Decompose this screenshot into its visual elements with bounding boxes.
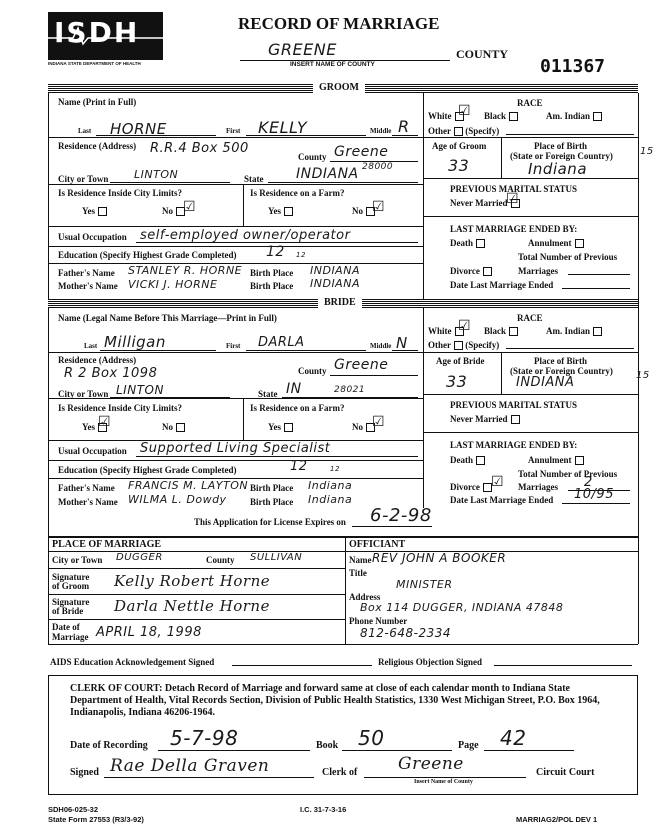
license-expires-value[interactable]: 6-2-98 (370, 505, 432, 526)
sig-bride-label-2: of Bride (52, 606, 84, 616)
groom-prev-status-label: PREVIOUS MARITAL STATUS (450, 184, 578, 194)
groom-ended-divorce[interactable]: Divorce (450, 266, 492, 276)
bride-ended-divorce-check: ☑ (491, 474, 505, 490)
header-county-label: COUNTY (456, 47, 509, 61)
groom-first-label: First (226, 127, 241, 135)
ic-code: I.C. 31-7-3-16 (300, 805, 347, 814)
bride-father[interactable]: FRANCIS M. LAYTON (128, 479, 249, 492)
groom-city-label: City or Town (58, 174, 109, 184)
bride-last-label: Last (84, 342, 98, 350)
bride-city-limits-no[interactable]: No (162, 422, 185, 432)
clerk-signature[interactable]: Rae Della Graven (110, 756, 270, 776)
groom-last-name[interactable]: HORNE (110, 120, 167, 138)
bride-city-limits-question: Is Residence Inside City Limits? (58, 403, 183, 413)
bride-father-birth-label: Birth Place (250, 483, 294, 493)
place-city-label: City or Town (52, 555, 103, 565)
clerk-of-label: Clerk of (322, 767, 358, 778)
bride-marriages-count[interactable]: 2 (584, 475, 593, 490)
bride-farm-question: Is Residence on a Farm? (250, 403, 345, 413)
groom-section-title: GROOM (313, 82, 365, 93)
officiant-phone-label: Phone Number (349, 616, 408, 626)
groom-band (48, 84, 638, 93)
officiant-name[interactable]: REV JOHN A BOOKER (372, 551, 507, 565)
place-heading: PLACE OF MARRIAGE (52, 539, 162, 550)
bride-occupation[interactable]: Supported Living Specialist (140, 441, 331, 456)
bride-first-label: First (226, 342, 241, 350)
bride-city-limits-yes[interactable]: Yes (82, 422, 107, 432)
officiant-name-label: Name (349, 555, 372, 565)
groom-race-other[interactable]: Other (Specify) (428, 126, 500, 136)
bride-zip: 28021 (334, 385, 366, 395)
header-county-value[interactable]: GREENE (268, 40, 337, 59)
officiant-address-label: Address (349, 592, 381, 602)
bride-prev-status-label: PREVIOUS MARITAL STATUS (450, 400, 578, 410)
marriage-date-label-1: Date of (52, 622, 80, 632)
bride-band (48, 299, 638, 308)
bride-mother-birth[interactable]: Indiana (308, 493, 353, 506)
footer-right-code: MARRIAG2/POL DEV 1 (516, 815, 598, 824)
groom-city-limits-no[interactable]: No (162, 206, 185, 216)
bride-farm-no-check: ☑ (372, 414, 386, 430)
bride-city[interactable]: LINTON (116, 383, 164, 397)
groom-occupation[interactable]: self-employed owner/operator (140, 228, 351, 243)
bride-father-label: Father's Name (58, 483, 115, 493)
bride-section-title: BRIDE (318, 297, 362, 308)
groom-pob-sub: (State or Foreign Country) (510, 151, 613, 161)
marriage-date[interactable]: APRIL 18, 1998 (96, 625, 202, 640)
sig-groom-label-1: Signature (52, 572, 90, 582)
groom-ended-death[interactable]: Death (450, 238, 485, 248)
clerk-instructions: CLERK OF COURT: Detach Record of Marriage and forward same at close of each calendar month to Indiana State Department of Health, Vital Records Section, Division of Public Health Statistics, 1330 West Michigan Street, P.O. Box 1964, Indianapolis, Indiana 46206-1964. (70, 683, 600, 718)
groom-mother-birth[interactable]: INDIANA (310, 277, 360, 290)
groom-mother[interactable]: VICKI J. HORNE (128, 278, 218, 291)
officiant-phone[interactable]: 812-648-2334 (360, 626, 452, 640)
record-number: 011367 (540, 56, 606, 77)
bride-education-small: 12 (330, 465, 340, 473)
bride-total-prev-label: Total Number of Previous (518, 469, 618, 479)
bride-margin-note: 15 (636, 370, 650, 381)
bride-middle-initial[interactable]: N (396, 334, 408, 352)
bride-race-label: RACE (517, 313, 543, 323)
religious-objection-label: Religious Objection Signed (378, 657, 483, 667)
bride-state-label: State (258, 389, 278, 399)
bride-state[interactable]: IN (286, 381, 302, 397)
bride-residence[interactable]: R 2 Box 1098 (64, 366, 158, 381)
clerk-of-county[interactable]: Greene (398, 754, 464, 774)
groom-county-label: County (298, 152, 327, 162)
groom-education[interactable]: 12 (266, 244, 285, 260)
groom-margin-note: 15 (640, 146, 654, 157)
groom-age-label: Age of Groom (432, 141, 487, 151)
bride-pob-label: Place of Birth (534, 356, 587, 366)
clerk-county-caption: Insert Name of County (414, 779, 473, 785)
bride-father-birth[interactable]: Indiana (308, 479, 353, 492)
groom-never-married-check: ☑ (506, 191, 520, 207)
clerk-signed-label: Signed (70, 767, 99, 778)
aids-ack-label: AIDS Education Acknowledgement Signed (50, 657, 215, 667)
bride-farm-yes[interactable]: Yes (268, 422, 293, 432)
bride-age[interactable]: 33 (446, 372, 468, 391)
bride-middle-label: Middle (370, 342, 392, 350)
groom-occupation-label: Usual Occupation (58, 232, 127, 242)
bride-ended-annulment[interactable]: Annulment (528, 455, 584, 465)
bride-pob-sub: (State or Foreign Country) (510, 366, 613, 376)
groom-marriages-label: Marriages (518, 266, 558, 276)
groom-farm-no[interactable]: No (352, 206, 375, 216)
groom-first-name[interactable]: KELLY (258, 118, 308, 137)
ekg-line-icon (48, 24, 163, 48)
circuit-court-label: Circuit Court (536, 767, 595, 778)
groom-farm-no-check: ☑ (372, 199, 386, 215)
bride-mother-label: Mother's Name (58, 497, 118, 507)
officiant-heading: OFFICIANT (349, 539, 406, 550)
bride-date-last-label: Date Last Marriage Ended (450, 495, 554, 505)
groom-residence[interactable]: R.R.4 Box 500 (150, 141, 249, 156)
groom-ended-annulment[interactable]: Annulment (528, 238, 584, 248)
groom-father-birth[interactable]: INDIANA (310, 264, 360, 277)
bride-residence-label: Residence (Address) (58, 355, 137, 365)
bride-last-name[interactable]: Milligan (104, 333, 166, 351)
groom-pob[interactable]: Indiana (528, 160, 588, 178)
bride-education-label: Education (Specify Highest Grade Completed) (58, 465, 237, 475)
groom-state[interactable]: INDIANA (296, 166, 359, 182)
groom-zip: 28000 (362, 162, 394, 172)
groom-city-limits-question: Is Residence Inside City Limits? (58, 188, 183, 198)
groom-pob-label: Place of Birth (534, 141, 587, 151)
book-label: Book (316, 740, 339, 751)
bride-age-label: Age of Bride (436, 356, 485, 366)
sig-bride-label-1: Signature (52, 597, 90, 607)
groom-total-prev-label: Total Number of Previous (518, 252, 618, 262)
groom-race-black[interactable]: Black (484, 111, 518, 121)
bride-race-white-check: ☑ (458, 318, 472, 334)
groom-race-white[interactable]: White (428, 111, 464, 121)
groom-city-limits-yes[interactable]: Yes (82, 206, 107, 216)
groom-county[interactable]: Greene (334, 144, 389, 160)
recording-date-label: Date of Recording (70, 740, 148, 751)
license-expires-label: This Application for License Expires on (194, 517, 346, 527)
groom-last-ended-label: LAST MARRIAGE ENDED BY: (450, 224, 578, 234)
groom-date-last-label: Date Last Marriage Ended (450, 280, 554, 290)
groom-state-label: State (244, 174, 264, 184)
officiant-title[interactable]: MINISTER (396, 578, 453, 591)
bride-occupation-label: Usual Occupation (58, 446, 127, 456)
bride-farm-no[interactable]: No (352, 422, 375, 432)
bride-date-last-value[interactable]: 10/95 (574, 487, 614, 502)
groom-mother-birth-label: Birth Place (250, 281, 294, 291)
bride-race-am-indian[interactable]: Am. Indian (546, 326, 602, 336)
bride-county[interactable]: Greene (334, 357, 389, 373)
groom-father-label: Father's Name (58, 268, 115, 278)
bride-city-limits-yes-check: ☑ (98, 414, 112, 430)
groom-never-married[interactable]: Never Married (450, 198, 520, 208)
bride-never-married[interactable]: Never Married (450, 414, 520, 424)
groom-father[interactable]: STANLEY R. HORNE (128, 264, 243, 277)
groom-race-white-check: ☑ (458, 103, 472, 119)
bride-race-other[interactable]: Other (Specify) (428, 340, 500, 350)
groom-city[interactable]: LINTON (134, 168, 179, 181)
officiant-address[interactable]: Box 114 DUGGER, INDIANA 47848 (360, 601, 564, 614)
groom-age[interactable]: 33 (448, 156, 470, 175)
bride-pob[interactable]: INDIANA (516, 375, 575, 390)
groom-education-small: 12 (296, 251, 306, 259)
bride-county-label: County (298, 366, 327, 376)
officiant-title-label: Title (349, 568, 367, 578)
place-county[interactable]: SULLIVAN (250, 552, 303, 563)
bride-city-label: City or Town (58, 389, 109, 399)
bride-last-ended-label: LAST MARRIAGE ENDED BY: (450, 440, 578, 450)
sig-groom-label-2: of Groom (52, 581, 90, 591)
form-number-1: SDH06-025-32 (48, 805, 99, 814)
groom-name-label: Name (Print in Full) (58, 97, 137, 107)
bride-race-white[interactable]: White (428, 326, 464, 336)
bride-mother[interactable]: WILMA L. Dowdy (128, 493, 227, 506)
groom-race-label: RACE (517, 98, 543, 108)
header-county-caption: INSERT NAME OF COUNTY (290, 61, 375, 68)
book-number[interactable]: 50 (358, 726, 385, 750)
groom-last-label: Last (78, 127, 92, 135)
recording-date[interactable]: 5-7-98 (170, 726, 239, 750)
groom-middle-label: Middle (370, 127, 392, 135)
marriage-date-label-2: Marriage (52, 632, 89, 642)
groom-race-am-indian[interactable]: Am. Indian (546, 111, 602, 121)
groom-residence-label: Residence (Address) (58, 141, 137, 151)
place-county-label: County (206, 555, 235, 565)
bride-mother-birth-label: Birth Place (250, 497, 294, 507)
bride-ended-death[interactable]: Death (450, 455, 485, 465)
page-label: Page (458, 740, 479, 751)
form-title: RECORD OF MARRIAGE (238, 14, 440, 33)
groom-mother-label: Mother's Name (58, 281, 118, 291)
groom-farm-question: Is Residence on a Farm? (250, 188, 345, 198)
bride-education[interactable]: 12 (290, 459, 308, 474)
place-city[interactable]: DUGGER (116, 552, 163, 563)
bride-marriages-label: Marriages (518, 482, 558, 492)
groom-signature[interactable]: Kelly Robert Horne (114, 572, 271, 590)
bride-signature[interactable]: Darla Nettle Horne (114, 597, 270, 615)
groom-middle-initial[interactable]: R (398, 117, 410, 136)
bride-name-label: Name (Legal Name Before This Marriage—Print in Full) (58, 313, 277, 323)
logo-text: ISDH (54, 16, 140, 49)
groom-father-birth-label: Birth Place (250, 268, 294, 278)
logo-subtext: INDIANA STATE DEPARTMENT OF HEALTH (48, 61, 141, 66)
bride-first-name[interactable]: DARLA (258, 335, 305, 350)
form-number-2: State Form 27553 (R3/3-92) (48, 815, 144, 824)
groom-farm-yes[interactable]: Yes (268, 206, 293, 216)
groom-education-label: Education (Specify Highest Grade Completed) (58, 250, 237, 260)
bride-race-black[interactable]: Black (484, 326, 518, 336)
bride-ended-divorce[interactable]: Divorce (450, 482, 492, 492)
page-number[interactable]: 42 (500, 726, 527, 750)
groom-city-limits-no-check: ☑ (183, 199, 197, 215)
isdh-logo (48, 12, 163, 60)
